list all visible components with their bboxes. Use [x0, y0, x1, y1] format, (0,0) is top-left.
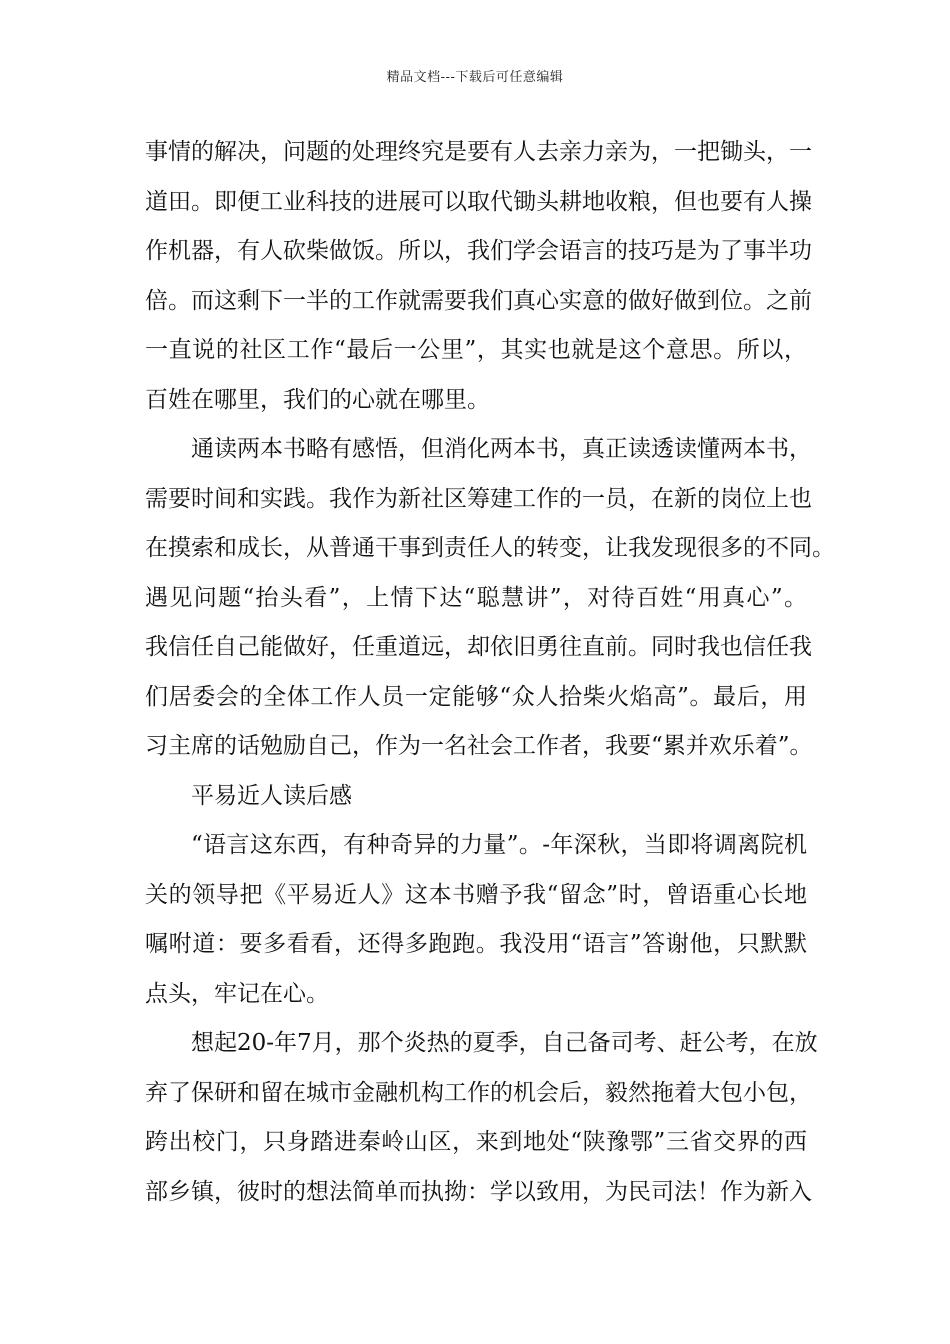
text-line: 想起20-年7月，那个炎热的夏季，自己备司考、赶公考，在放 — [191, 1030, 818, 1056]
text-line: 通读两本书略有感悟，但消化两本书，真正读透读懂两本书， — [191, 436, 812, 462]
page-header: 精品文档---下载后可任意编辑 — [386, 70, 564, 85]
text-line: 部乡镇，彼时的想法简单而执拗：学以致用，为民司法！作为新入 — [145, 1178, 812, 1205]
text-line: 嘱咐道：要多看看，还得多跑跑。我没用“语言”答谢他，只默默 — [145, 931, 807, 957]
text-line: 道田。即便工业科技的进展可以取代锄头耕地收粮，但也要有人操 — [145, 188, 812, 215]
text-line: 们居委会的全体工作人员一定能够“众人拾柴火焰高”。最后，用 — [145, 683, 807, 710]
text-line: 弃了保研和留在城市金融机构工作的机会后，毅然拖着大包小包， — [145, 1079, 812, 1106]
text-line: 点头，牢记在心。 — [145, 980, 329, 1007]
text-line: 一直说的社区工作“最后一公里”，其实也就是这个意思。所以， — [145, 337, 807, 363]
text-line: 我信任自己能做好，任重道远，却依旧勇往直前。同时我也信任我 — [145, 634, 812, 660]
text-line: 遇见问题“抬头看”，上情下达“聪慧讲”，对待百姓“用真心”。 — [145, 584, 807, 611]
text-line: 关的领导把《平易近人》这本书赠予我“留念”时，曾语重心长地 — [145, 881, 807, 908]
text-line: 跨出校门，只身踏进秦岭山区，来到地处“陕豫鄂”三省交界的西 — [145, 1129, 807, 1155]
text-line: 需要时间和实践。我作为新社区筹建工作的一员，在新的岗位上也 — [145, 485, 812, 512]
text-line: 倍。而这剩下一半的工作就需要我们真心实意的做好做到位。之前 — [145, 287, 812, 314]
text-line: 习主席的话勉励自己，作为一名社会工作者，我要“累并欢乐着”。 — [145, 733, 813, 759]
text-line: “语言这东西，有种奇异的力量”。-年深秋，当即将调离院机 — [191, 832, 807, 858]
text-line: 在摸索和成长，从普通干事到责任人的转变，让我发现很多的不同。 — [145, 535, 835, 561]
section-title: 平易近人读后感 — [191, 782, 352, 809]
document-body — [145, 128, 835, 1217]
text-line: 百姓在哪里，我们的心就在哪里。 — [145, 386, 490, 413]
text-line: 事情的解决，问题的处理终究是要有人去亲力亲为，一把锄头，一 — [145, 139, 812, 165]
text-line: 作机器，有人砍柴做饭。所以，我们学会语言的技巧是为了事半功 — [145, 238, 812, 264]
